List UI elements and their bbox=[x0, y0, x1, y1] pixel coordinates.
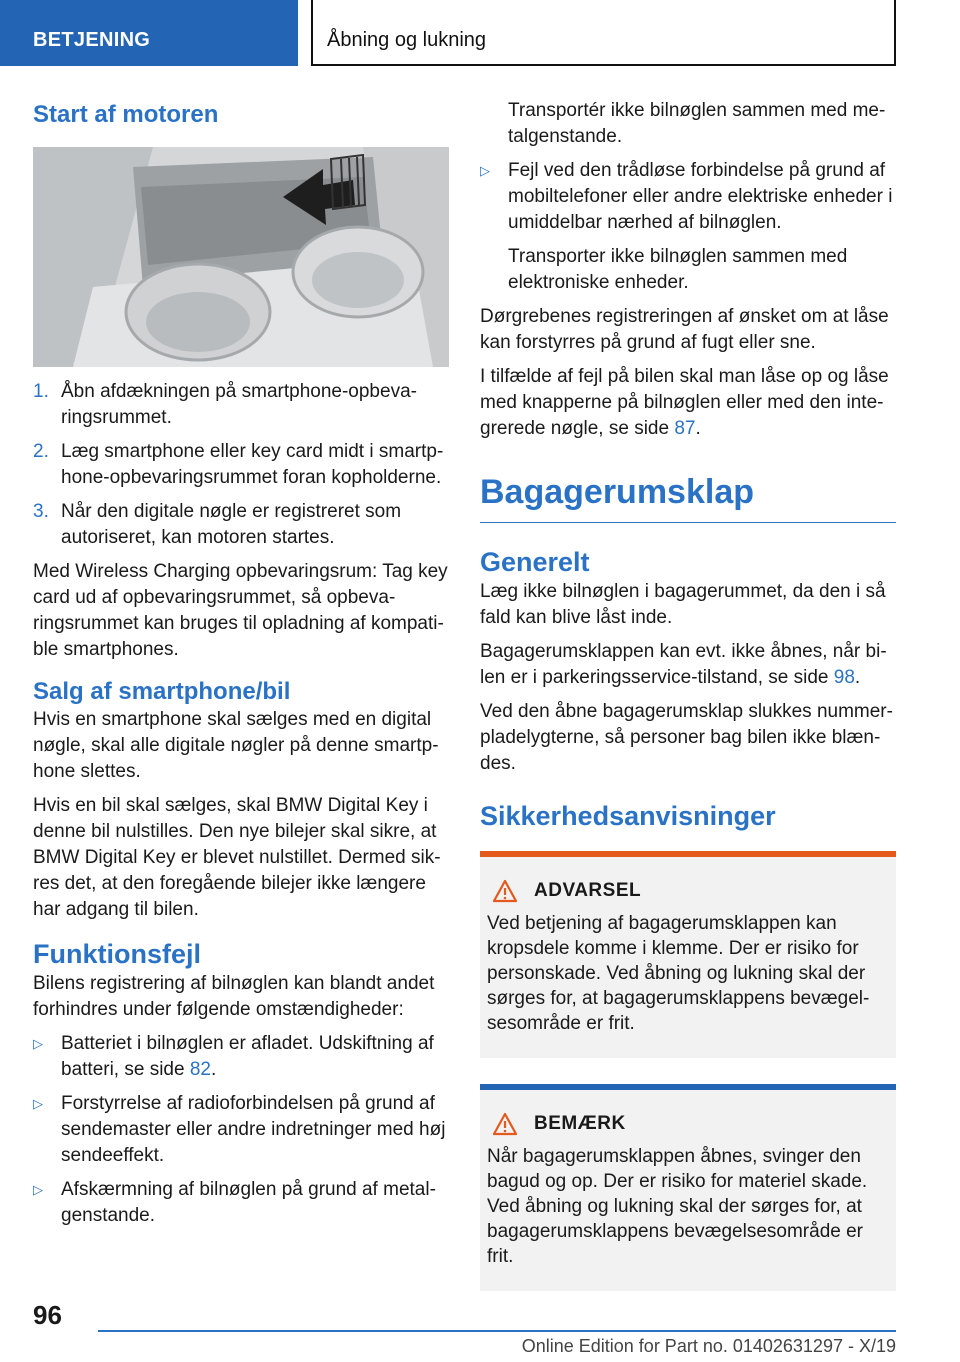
door-handle-paragraph: Dørgrebenes registreringen af ønsket om at låse kan forstyrres på grund af fugt eller sne. bbox=[480, 306, 889, 353]
list-item: 2. Læg smartphone eller key card midt i smartphone-opbevaringsrummet foran kopholderne. bbox=[33, 441, 444, 488]
error-paragraph: I tilfælde af fejl på bilen skal man låse op og låse med knapperne på bilnøglen eller med den integrerede nøgle, se side 87. bbox=[480, 366, 889, 439]
page-title-bar bbox=[311, 0, 896, 66]
note-box bbox=[480, 1084, 896, 1291]
footer-divider bbox=[98, 1330, 896, 1332]
sale-paragraph-1: Hvis en smartphone skal sælges med en digital nøgle, skal alle digitale nøgler på denne smartphone slettes. bbox=[33, 709, 439, 782]
edition-text: Online Edition for Part no. 01402631297 - X/19 bbox=[521, 1336, 896, 1356]
page-number: 96 bbox=[33, 1300, 62, 1330]
general-paragraph-3: Ved den åbne bagagerumsklap slukkes nummerpladelygterne, så personer bag bilen ikke blændes. bbox=[480, 701, 893, 774]
heading-safety: Sikkerhedsanvisninger bbox=[480, 801, 776, 831]
start-steps-list bbox=[33, 379, 449, 551]
note-label: BEMÆRK bbox=[534, 1113, 626, 1134]
page-ref-link[interactable]: 82 bbox=[189, 1059, 211, 1080]
note-text: Når bagagerumsklappen åbnes, svinger den bagud og op. Der er risiko for materiel skade. Ved åbning og lukning skal der sørges for, at bagagerumsklappens bevægelsesområde er frit. bbox=[487, 1146, 868, 1267]
list-item: 3. Når den digitale nøgle er registreret som autoriseret, kan motoren startes. bbox=[33, 501, 402, 548]
warning-triangle-icon bbox=[492, 879, 518, 903]
malfunction-list bbox=[33, 1031, 449, 1229]
right-column bbox=[480, 98, 896, 1291]
general-paragraph-1: Læg ikke bilnøglen i bagagerummet, da den i så fald kan blive låst inde. bbox=[480, 581, 886, 628]
smartphone-tray-illustration bbox=[33, 147, 449, 367]
triangle-bullet-icon: ▷ bbox=[33, 1036, 43, 1051]
triangle-bullet-icon: ▷ bbox=[33, 1182, 43, 1197]
heading-sale: Salg af smartphone/bil bbox=[33, 678, 291, 705]
left-column bbox=[33, 100, 449, 1237]
malfunction-intro: Bilens registrering af bilnøglen kan blandt andet forhindres under følgende omstændigheder: bbox=[33, 973, 435, 1020]
list-item: ▷ Fejl ved den trådløse forbindelse på grund af mobiltelefoner eller andre elektriske enheder i umiddelbar nærhed af bilnøglen. bbox=[480, 160, 893, 233]
warning-triangle-icon bbox=[492, 1112, 518, 1136]
chapter-title: Bagagerumsklap bbox=[480, 470, 896, 523]
list-item: ▷ Batteriet i bilnøglen er afladet. Udskiftning af batteri, se side 82. bbox=[33, 1033, 434, 1080]
general-paragraph-2: Bagagerumsklappen kan evt. ikke åbnes, når bilen er i parkeringsservice-tilstand, se side 98. bbox=[480, 641, 887, 688]
page-ref-link[interactable]: 98 bbox=[833, 667, 855, 688]
heading-start-engine: Start af motoren bbox=[33, 101, 219, 128]
metal-objects-note: Transportér ikke bilnøglen sammen med metalgenstande. bbox=[508, 100, 886, 147]
section-label: BETJENING bbox=[33, 29, 151, 51]
section-tab bbox=[0, 0, 298, 66]
warning-text: Ved betjening af bagagerumsklappen kan kropsdele komme i klemme. Der er risiko for personskade. Ved åbning og lukning skal der sørges for, at bagagerumsklappens bevægelsesområde er frit. bbox=[487, 913, 870, 1034]
warning-box bbox=[480, 851, 896, 1058]
triangle-bullet-icon: ▷ bbox=[480, 163, 490, 178]
list-item: ▷ Forstyrrelse af radioforbindelsen på grund af sendemaster eller andre indretninger med høj sendeeffekt. bbox=[33, 1093, 446, 1166]
triangle-bullet-icon: ▷ bbox=[33, 1096, 43, 1111]
wireless-charging-paragraph: Med Wireless Charging opbevaringsrum: Tag key card ud af opbevaringsrummet, så opbevaringsrummet kan bruges til opladning af kompatible smartphones. bbox=[33, 561, 448, 660]
electronic-devices-note: Transporter ikke bilnøglen sammen med elektroniske enheder. bbox=[508, 246, 848, 293]
malfunction-list-continued bbox=[480, 158, 896, 236]
heading-general: Generelt bbox=[480, 547, 590, 577]
warning-label: ADVARSEL bbox=[534, 880, 642, 901]
page-ref-link[interactable]: 87 bbox=[674, 418, 696, 439]
page-title: Åbning og lukning bbox=[327, 29, 487, 51]
heading-malfunction: Funktionsfejl bbox=[33, 939, 201, 969]
sale-paragraph-2: Hvis en bil skal sælges, skal BMW Digital Key i denne bil nulstilles. Den nye bilejer skal sikre, at BMW Digital Key er blevet nulstillet. Dermed sikres det, at den foregående bilejer ikke længere har adgang til bilen. bbox=[33, 795, 441, 920]
list-item: 1. Åbn afdækningen på smartphone-opbevaringsrummet. bbox=[33, 381, 417, 428]
list-item: ▷ Afskærmning af bilnøglen på grund af metalgenstande. bbox=[33, 1179, 436, 1226]
